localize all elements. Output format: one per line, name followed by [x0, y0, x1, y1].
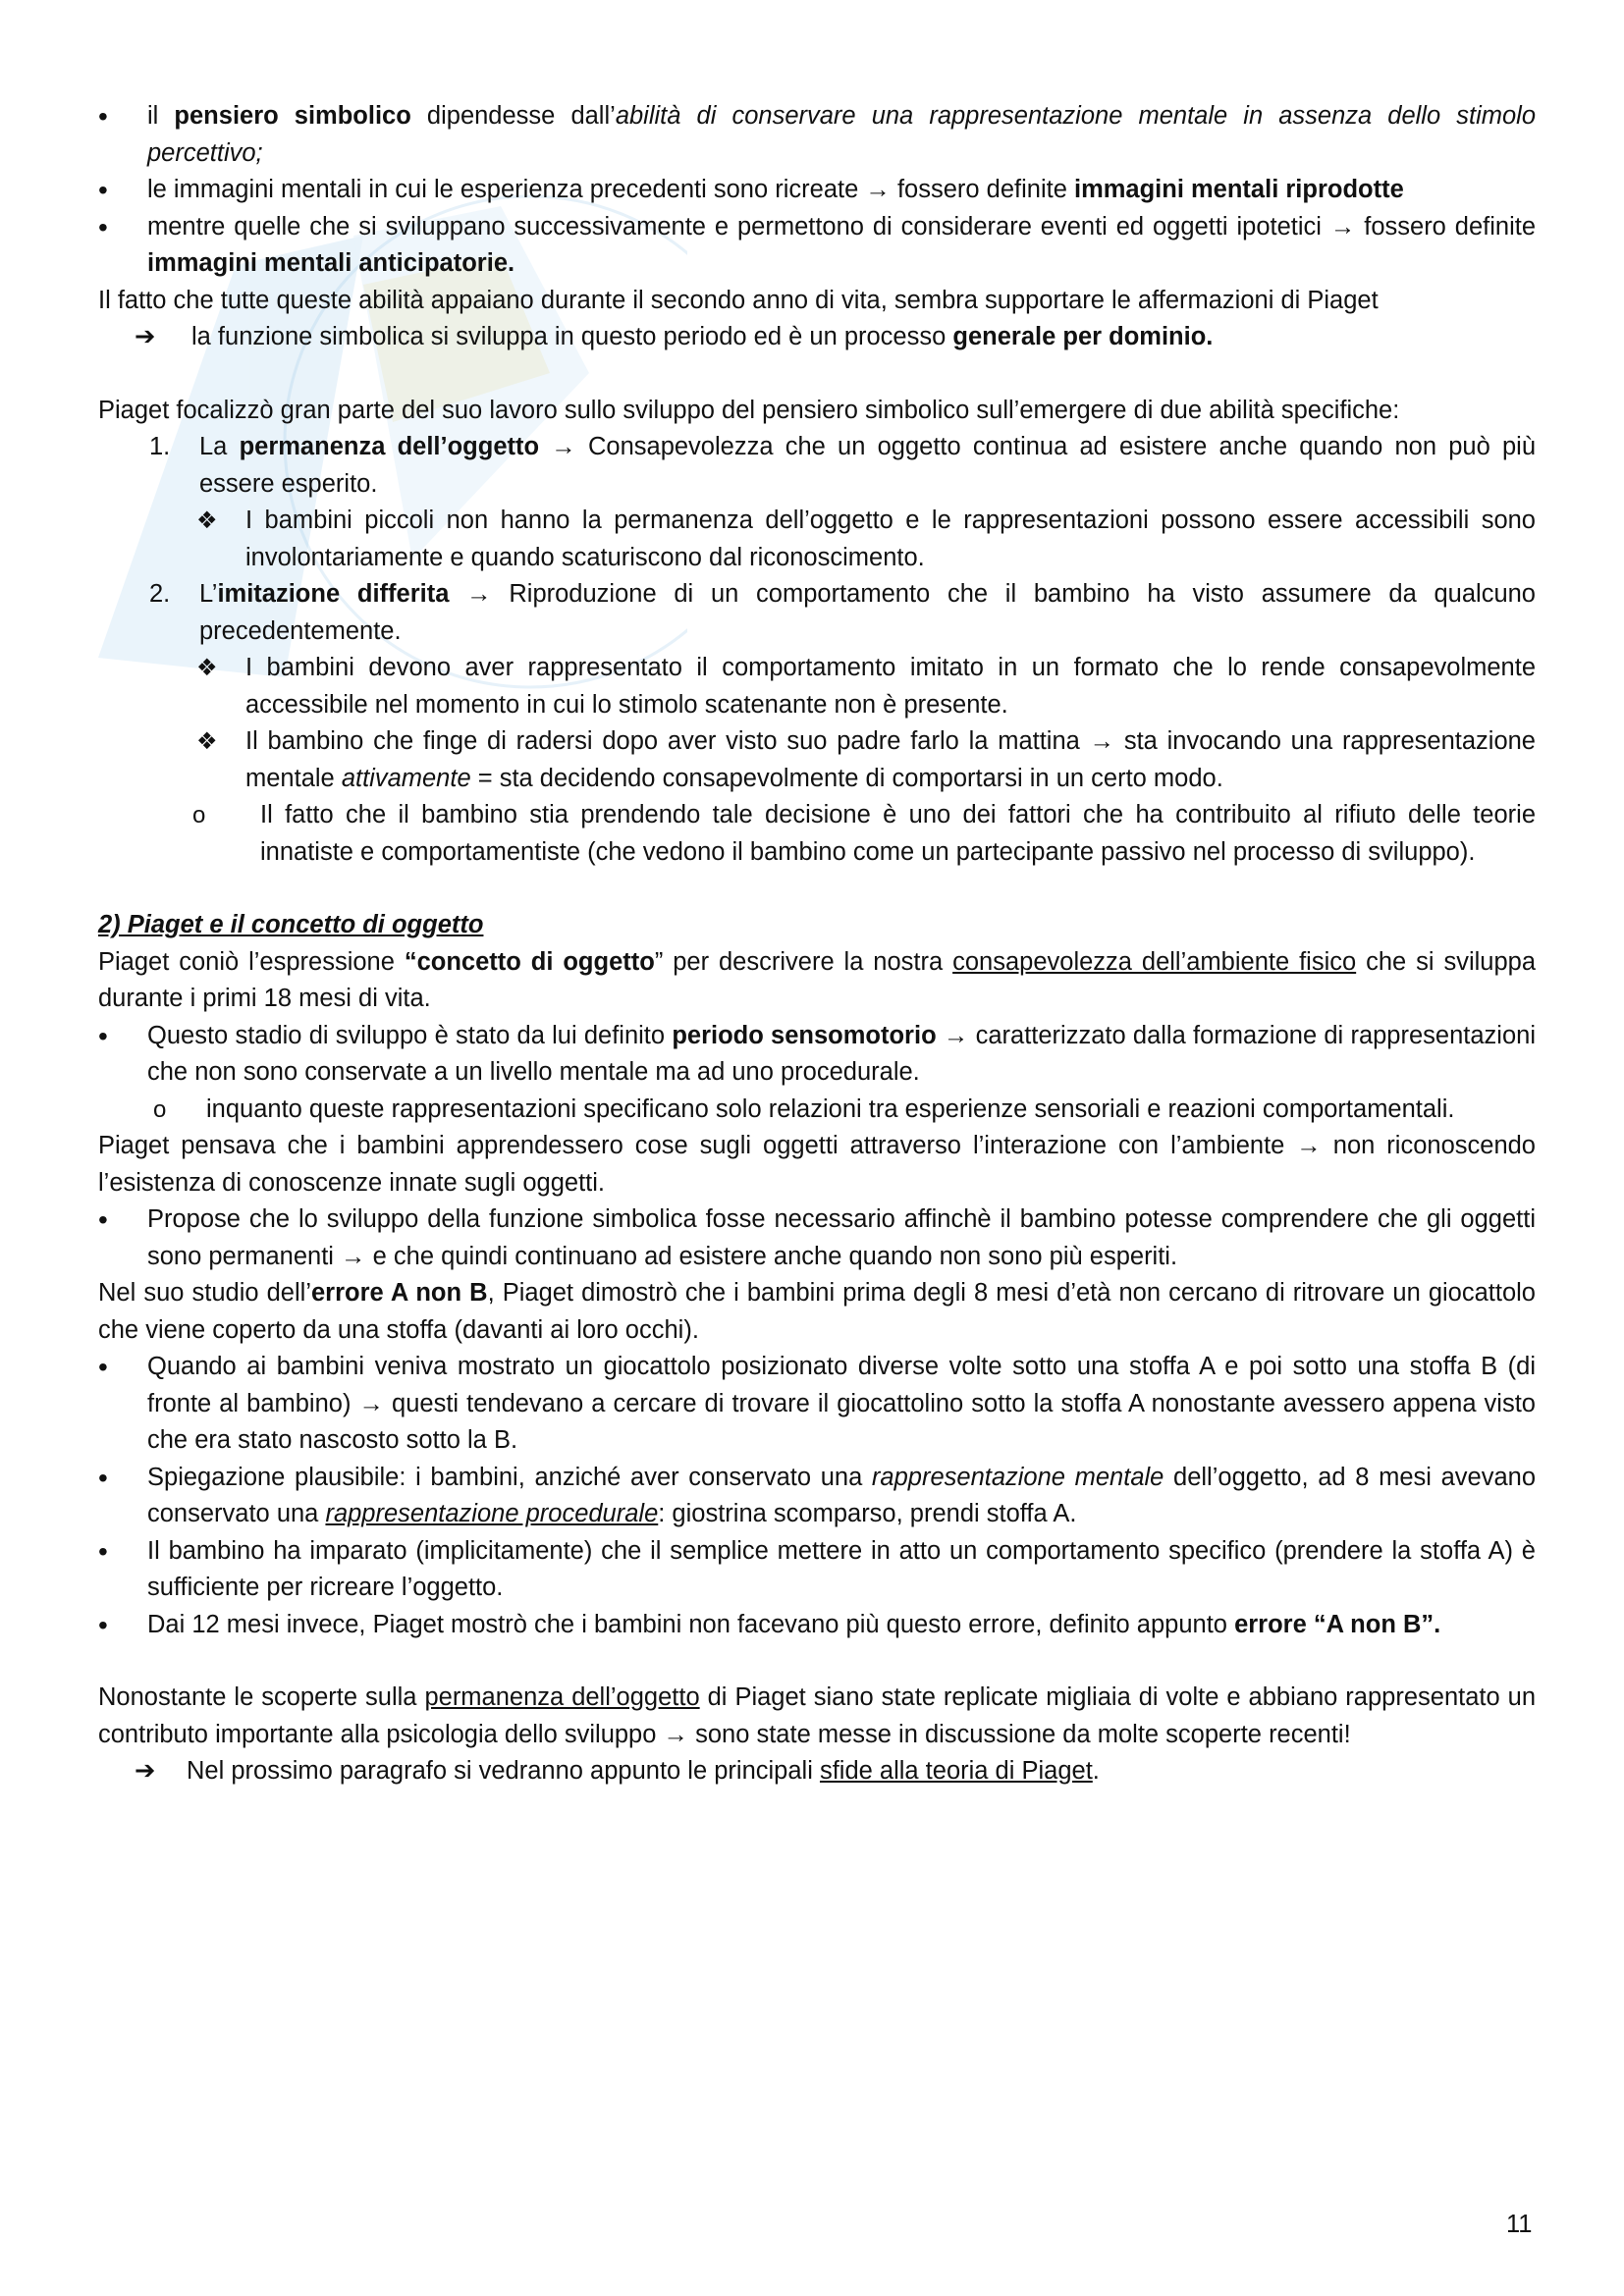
- paragraph-focalizzo: Piaget focalizzò gran parte del suo lavoro sullo sviluppo del pensiero simbolico sull’emergere di due abilità specifiche:: [98, 396, 1400, 424]
- numbered-item-2: 2. L’imitazione differita → Riproduzione di un comportamento che il bambino ha visto assumere da qualcuno precedentemente.: [149, 580, 1536, 645]
- paragraph-pensava: Piaget pensava che i bambini apprendessero cose sugli oggetti attraverso l’interazione con l’ambiente → non riconoscendo l’esistenza di conoscenze innate sugli oggetti.: [98, 1132, 1536, 1197]
- diamond-bullet-icon: ❖: [196, 655, 218, 681]
- list-item: • mentre quelle che si sviluppano successivamente e permettono di considerare eventi ed oggetti ipotetici → fossero definite immagini mentali anticipatorie.: [98, 209, 1536, 283]
- list-item: • Spiegazione plausibile: i bambini, anziché aver conservato una rappresentazione mentale dell’oggetto, ad 8 mesi avevano conservato una rappresentazione procedurale: giostrina scomparso, prendi stoffa A.: [98, 1460, 1536, 1533]
- document-page: [98, 98, 1536, 1790]
- diamond-sub-item: ❖ I bambini piccoli non hanno la permanenza dell’oggetto e le rappresentazioni possono essere accessibili sono involontariamente e quando scaturiscono dal riconoscimento.: [98, 503, 1536, 576]
- list-item: • Questo stadio di sviluppo è stato da lui definito periodo sensomotorio → caratterizzato dalla formazione di rappresentazioni che non sono conservate a un livello mentale ma ad uno procedurale.: [98, 1018, 1536, 1092]
- arrow-point: ➔ la funzione simbolica si sviluppa in questo periodo ed è un processo generale per dominio.: [98, 319, 1536, 356]
- arrow-point: ➔ Nel prossimo paragrafo si vedranno appunto le principali sfide alla teoria di Piaget.: [98, 1753, 1536, 1790]
- bullet-list-propose: [98, 1201, 1536, 1275]
- list-item: • il pensiero simbolico dipendesse dall’abilità di conservare una rappresentazione mentale in assenza dello stimolo percettivo;: [98, 98, 1536, 172]
- list-item: • Il bambino ha imparato (implicitamente) che il semplice mettere in atto un comportamento specifico (prendere la stoffa A) è sufficiente per ricreare l’oggetto.: [98, 1533, 1536, 1607]
- page-number: 11: [1506, 2211, 1533, 2238]
- bullet-list-errore: [98, 1349, 1536, 1643]
- circle-sub-item: o inquanto queste rappresentazioni specificano solo relazioni tra esperienze sensoriali e reazioni comportamentali.: [98, 1092, 1536, 1129]
- circle-sub-item: o Il fatto che il bambino stia prendendo tale decisione è uno dei fattori che ha contribuito al rifiuto delle teorie innatiste e comportamentiste (che vedono il bambino come un partecipante passivo nel processo di sviluppo).: [98, 797, 1536, 871]
- paragraph-nonostante: Nonostante le scoperte sulla permanenza dell’oggetto di Piaget siano state replicate migliaia di volte e abbiano rappresentato un contributo importante alla psicologia dello sviluppo → sono state messe in discussione da molte scoperte recenti!: [98, 1683, 1536, 1748]
- diamond-sub-item: ❖ Il bambino che finge di radersi dopo aver visto suo padre farlo la mattina → sta invocando una rappresentazione mentale attivamente = sta decidendo consapevolmente di comportarsi in un certo modo.: [98, 723, 1536, 797]
- list-item: • Dai 12 mesi invece, Piaget mostrò che i bambini non facevano più questo errore, definito appunto errore “A non B”.: [98, 1607, 1536, 1644]
- list-item: • le immagini mentali in cui le esperienza precedenti sono ricreate → fossero definite immagini mentali riprodotte: [98, 172, 1536, 209]
- circle-bullet-icon: o: [153, 1095, 167, 1123]
- arrow-icon: ➔: [135, 1757, 156, 1785]
- paragraph-conio: Piaget coniò l’espressione “concetto di oggetto” per descrivere la nostra consapevolezza dell’ambiente fisico che si sviluppa durante i primi 18 mesi di vita.: [98, 947, 1537, 1012]
- bullet-list-stadio: [98, 1018, 1536, 1092]
- list-item: • Quando ai bambini veniva mostrato un giocattolo posizionato diverse volte sotto una stoffa A e poi sotto una stoffa B (di fronte al bambino) → questi tendevano a cercare di trovare il giocattolino sotto la stoffa A nonostante avessero appena visto che era stato nascosto sotto la B.: [98, 1349, 1536, 1460]
- section-heading: 2) Piaget e il concetto di oggetto: [98, 911, 484, 938]
- diamond-sub-item: ❖ I bambini devono aver rappresentato il comportamento imitato in un formato che lo rende consapevolmente accessibile nel momento in cui lo stimolo scatenante non è presente.: [98, 650, 1536, 723]
- paragraph-abilita: Il fatto che tutte queste abilità appaiano durante il secondo anno di vita, sembra supportare le affermazioni di Piaget: [98, 286, 1379, 314]
- bullet-list-top: [98, 98, 1536, 283]
- list-item: • Propose che lo sviluppo della funzione simbolica fosse necessario affinchè il bambino potesse comprendere che gli oggetti sono permanenti → e che quindi continuano ad esistere anche quando non sono più esperiti.: [98, 1201, 1536, 1275]
- paragraph-errore: Nel suo studio dell’errore A non B, Piaget dimostrò che i bambini prima degli 8 mesi d’età non cercano di ritrovare un giocattolo che viene coperto da una stoffa (davanti ai loro occhi).: [98, 1279, 1536, 1344]
- diamond-bullet-icon: ❖: [196, 507, 218, 534]
- circle-bullet-icon: o: [192, 802, 206, 828]
- numbered-item-1: 1. La permanenza dell’oggetto → Consapevolezza che un oggetto continua ad esistere anche quando non può più essere esperito.: [149, 433, 1537, 498]
- arrow-icon: ➔: [135, 323, 156, 350]
- diamond-bullet-icon: ❖: [196, 728, 218, 755]
